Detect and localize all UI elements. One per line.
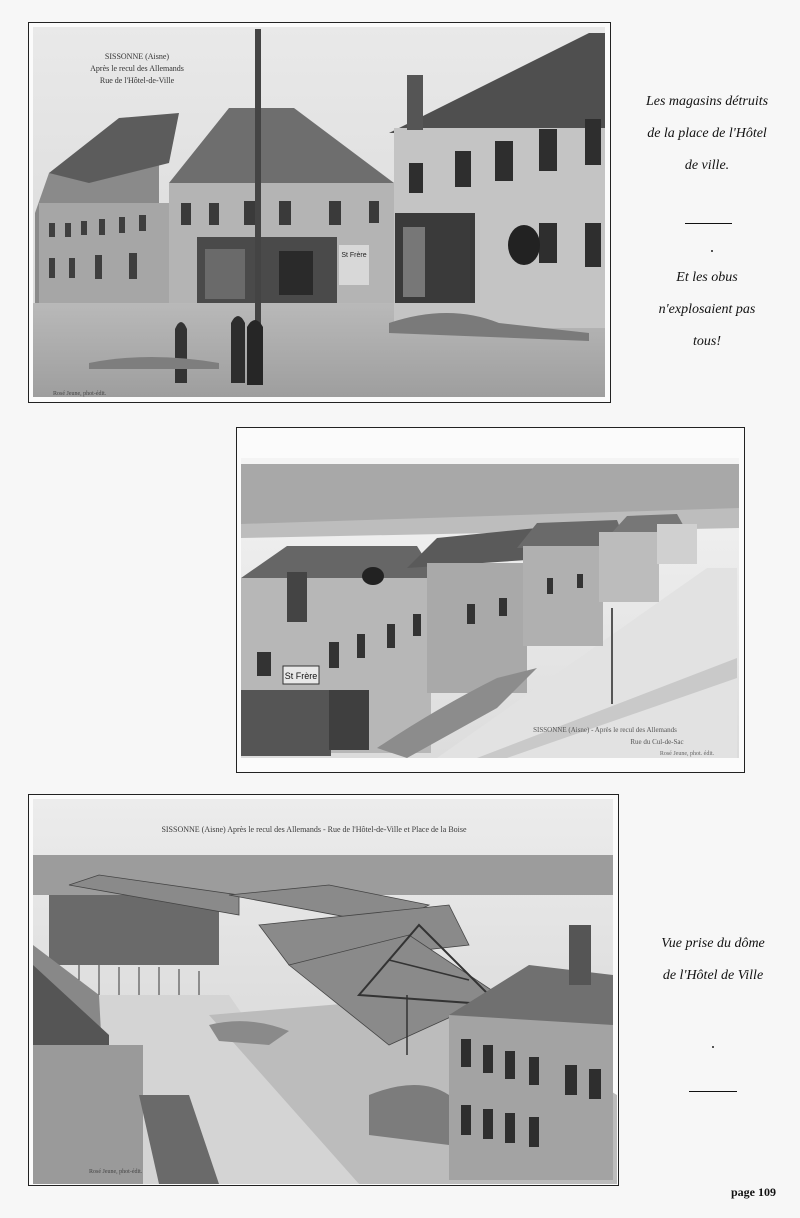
caption-line2-middle: Rue du Cul-de-Sac — [630, 738, 684, 746]
side-text-middle — [622, 262, 792, 358]
credit-middle: Rosé Jeune, phot. édit. — [659, 751, 715, 757]
credit-top: Rosé Jeune, phot-édit. — [53, 391, 107, 397]
side-text-bottom-line2: de l'Hôtel de Ville — [662, 968, 764, 983]
photo-image-bottom — [29, 795, 617, 1184]
photo-image-middle — [237, 428, 743, 771]
photo-vue-du-dome — [28, 794, 619, 1186]
side-text-top-line2: de la place de l'Hôtel — [647, 126, 767, 141]
side-text-top — [622, 86, 792, 182]
side-text-mid-line3: tous! — [693, 334, 721, 349]
dot-mark-bottom — [712, 1046, 714, 1048]
caption-line1-middle: SISSONNE (Aisne) - Après le recul des Allemands — [533, 726, 677, 734]
caption-line1-top: SISSONNE (Aisne) — [104, 52, 170, 61]
divider-rule-top — [685, 223, 732, 224]
side-text-mid-line2: n'explosaient pas — [658, 302, 756, 317]
side-text-bottom-line1: Vue prise du dôme — [661, 936, 765, 951]
divider-rule-bottom — [689, 1091, 737, 1092]
dot-mark-top — [711, 250, 713, 252]
caption-line3-top: Rue de l'Hôtel-de-Ville — [99, 76, 175, 85]
page-number: page 109 — [731, 1185, 776, 1199]
photo-place-hotel-de-ville — [28, 22, 611, 403]
photo-rue-du-cul-de-sac — [236, 427, 745, 773]
caption-line2-top: Après le recul des Allemands — [90, 64, 184, 73]
side-text-bottom — [630, 928, 796, 992]
photo-image-top — [29, 23, 609, 401]
side-text-top-line3: de ville. — [684, 158, 730, 173]
caption-bottom: SISSONNE (Aisne) Après le recul des Allemands - Rue de l'Hôtel-de-Ville et Place de la Boise — [161, 825, 467, 834]
shop-sign-top: St Frère — [341, 252, 367, 259]
credit-bottom: Rosé Jeune, phot-édit. — [89, 1169, 143, 1175]
shop-sign-middle: St Frère — [284, 671, 318, 681]
side-text-top-line1: Les magasins détruits — [645, 94, 769, 109]
side-text-mid-line1: Et les obus — [676, 270, 738, 285]
